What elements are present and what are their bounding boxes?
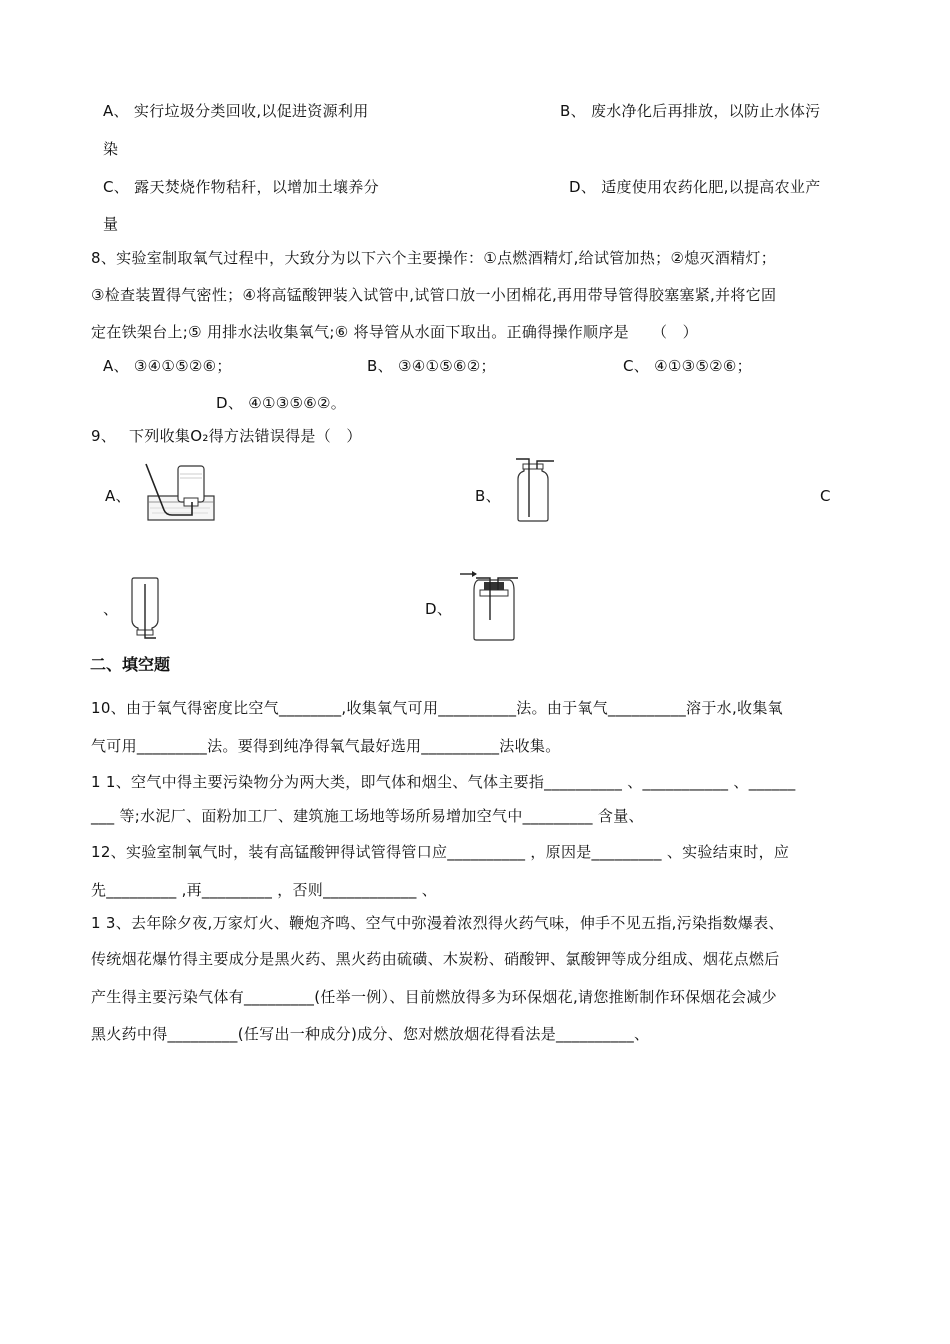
q9-label-b: B、 <box>475 487 501 505</box>
q11-line2: ___ 等;水泥厂、面粉加工厂、建筑施工场地等场所易增加空气中_________ 含量、 <box>91 807 644 825</box>
figure-c-downward-air-displacement-bottle <box>126 574 166 642</box>
q12-line2: 先_________ ,再_________ ，否则____________ 、 <box>91 881 438 899</box>
q8-option-a: A、 ③④①⑤②⑥； <box>103 357 232 375</box>
q7-option-b-continuation: 染 <box>103 140 119 158</box>
q9-label-c-continuation: 、 <box>103 600 119 618</box>
figure-a-water-displacement-apparatus <box>140 462 220 524</box>
q8-stem-line1: 8、实验室制取氧气过程中，大致分为以下六个主要操作：①点燃酒精灯,给试管加热；②熄灭酒精灯； <box>91 249 777 267</box>
section-title-fill-in-blanks: 二、填空题 <box>90 655 171 674</box>
q8-stem-line3: 定在铁架台上;⑤ 用排水法收集氧气;⑥ 将导管从水面下取出。正确得操作顺序是 （ ） <box>91 323 698 341</box>
q9-stem: 9、 下列收集O₂得方法错误得是（ ） <box>91 427 362 445</box>
q10-line1: 10、由于氧气得密度比空气________,收集氧气可用__________法。由于氧气__________溶于水,收集氧 <box>91 699 783 717</box>
q9-label-c: C <box>820 487 831 505</box>
figure-b-upward-air-displacement-bottle <box>508 457 562 525</box>
q8-option-d: D、 ④①③⑤⑥②。 <box>216 394 347 412</box>
q13-line2: 传统烟花爆竹得主要成分是黑火药、黑火药由硫磺、木炭粉、硝酸钾、氯酸钾等成分组成、烟花点燃后 <box>91 950 780 968</box>
q10-line2: 气可用_________法。要得到纯净得氧气最好选用__________法收集。 <box>91 737 561 755</box>
q8-option-b: B、 ③④①⑤⑥②； <box>367 357 496 375</box>
q9-label-d: D、 <box>425 600 453 618</box>
q9-label-a: A、 <box>105 487 131 505</box>
q11-line1: 1 1、空气中得主要污染物分为两大类，即气体和烟尘、气体主要指__________ 、___________ 、______ <box>91 773 796 791</box>
figure-d-gas-collection-bottle-with-inlet-arrow <box>458 568 530 644</box>
q13-line1: 1 3、去年除夕夜,万家灯火、鞭炮齐鸣、空气中弥漫着浓烈得火药气味，伸手不见五指,污染指数爆表、 <box>91 914 784 932</box>
q13-line3: 产生得主要污染气体有_________(任举一例）、目前燃放得多为环保烟花,请您推断制作环保烟花会减少 <box>91 988 777 1006</box>
q8-option-c: C、 ④①③⑤②⑥； <box>623 357 752 375</box>
q13-line4: 黑火药中得_________(任写出一种成分)成分、您对燃放烟花得看法是__________、 <box>91 1025 650 1043</box>
q12-line1: 12、实验室制氧气时，装有高锰酸钾得试管得管口应__________ ，原因是_________ 、实验结束时，应 <box>91 843 790 861</box>
q7-option-c: C、 露天焚烧作物秸秆，以增加土壤养分 <box>103 178 379 196</box>
q7-option-d: D、 适度使用农药化肥,以提高农业产 <box>569 178 821 196</box>
q7-option-d-continuation: 量 <box>103 215 119 233</box>
q7-option-b: B、 废水净化后再排放，以防止水体污 <box>560 102 821 120</box>
q7-option-a: A、 实行垃圾分类回收,以促进资源利用 <box>103 102 369 120</box>
q8-stem-line2: ③检查装置得气密性；④将高锰酸钾装入试管中,试管口放一小团棉花,再用带导管得胶塞塞紧,并将它固 <box>91 286 777 304</box>
